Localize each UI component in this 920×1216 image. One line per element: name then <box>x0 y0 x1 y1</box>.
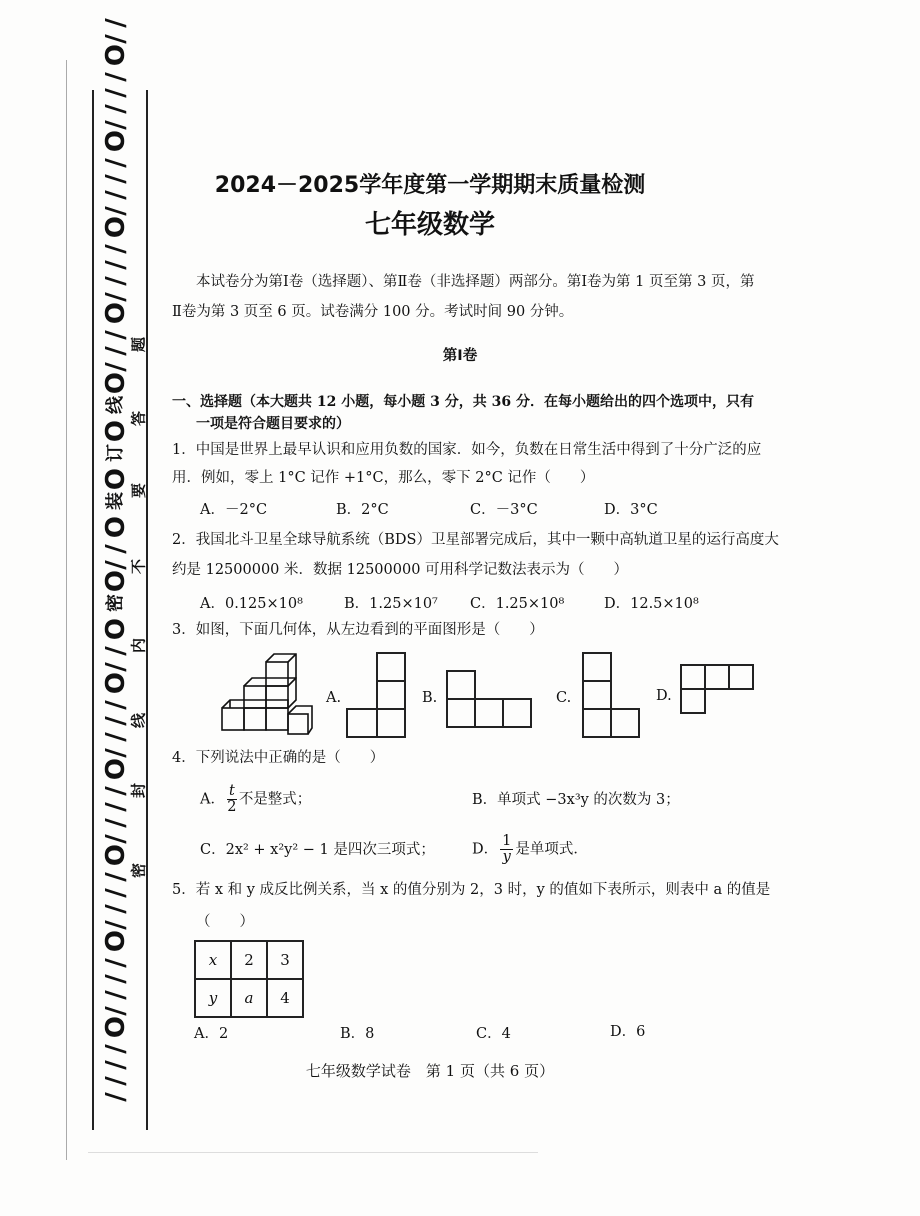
binding-slash: / <box>101 206 131 216</box>
binding-slash: / <box>101 18 131 28</box>
side-word: 线 <box>129 713 148 729</box>
binding-slash: / <box>101 244 131 254</box>
side-word: 题 <box>129 337 148 353</box>
side-word: 答 <box>129 411 148 427</box>
binding-mark: 订 <box>105 444 126 462</box>
q1-option-b: B．2°C <box>336 502 389 518</box>
table-cell: 4 <box>267 979 303 1017</box>
q2-option-c: C．1.25×10⁸ <box>470 596 565 612</box>
binding-slash: / <box>101 662 131 672</box>
binding-hole: O <box>101 843 131 867</box>
table-row <box>195 941 303 979</box>
table-cell: 3 <box>267 941 303 979</box>
q2-option-b: B．1.25×10⁷ <box>344 596 438 612</box>
binding-slash: / <box>101 330 131 340</box>
exam-subtitle: 七年级数学 <box>364 210 495 240</box>
binding-slash: / <box>101 748 131 758</box>
q5-table <box>194 940 304 1018</box>
binding-slash: / <box>101 260 131 270</box>
q2-option-a: A．0.125×10⁸ <box>200 596 303 612</box>
binding-hole: O <box>101 301 131 325</box>
q2-option-d: D．12.5×10⁸ <box>604 596 699 612</box>
q1-line-1: 1．中国是世界上最早认识和应用负数的国家．如今，负数在日常生活中得到了十分广泛的应 <box>172 442 762 458</box>
section1-line-2: 一项是符合题目要求的） <box>196 416 350 432</box>
binding-slash: / <box>101 700 131 710</box>
binding-line-right <box>146 90 148 1130</box>
binding-slash: / <box>101 958 131 968</box>
binding-slash: / <box>101 174 131 184</box>
binding-slash: / <box>101 346 131 356</box>
cube-solid-figure <box>212 648 312 740</box>
binding-hole: O <box>101 515 131 539</box>
q3-label-d: D. <box>656 688 672 704</box>
binding-hole: O <box>101 1015 131 1039</box>
binding-slash: / <box>101 732 131 742</box>
q4-option-c: C．2x² + x²y² − 1 是四次三项式； <box>200 842 435 858</box>
q4-option-a-label: A． <box>200 791 225 808</box>
binding-slash: / <box>101 716 131 726</box>
binding-slash: / <box>101 72 131 82</box>
binding-slash: / <box>101 818 131 828</box>
binding-slash: / <box>101 904 131 914</box>
intro-line-1: 本试卷分为第Ⅰ卷（选择题）、第Ⅱ卷（非选择题）两部分。第Ⅰ卷为第 1 页至第 3 页，第 <box>196 274 755 290</box>
exam-title: 2024－2025学年度第一学期期末质量检测 <box>214 173 646 198</box>
side-word: 密 <box>129 863 148 879</box>
side-word: 内 <box>129 638 148 654</box>
binding-line-left <box>92 90 94 1130</box>
binding-slash: / <box>101 872 131 882</box>
binding-slash: / <box>101 88 131 98</box>
binding-hole: O <box>101 569 131 593</box>
q1-option-c: C．－3°C <box>470 502 538 518</box>
side-word: 不 <box>129 559 148 575</box>
binding-slash: / <box>101 920 131 930</box>
binding-slash: / <box>101 974 131 984</box>
binding-slash: / <box>101 802 131 812</box>
table-row <box>195 979 303 1017</box>
q4-option-d-text: 是单项式． <box>515 841 588 858</box>
binding-slash: / <box>101 34 131 44</box>
binding-seal-mark: 密 <box>105 594 126 612</box>
binding-slash: / <box>101 646 131 656</box>
q4-option-a <box>200 784 311 815</box>
binding-slash: / <box>101 1060 131 1070</box>
binding-slash: / <box>101 560 131 570</box>
table-cell: y <box>195 979 231 1017</box>
binding-slash: / <box>101 1044 131 1054</box>
binding-slash: / <box>101 834 131 844</box>
q5-option-b: B．8 <box>340 1026 375 1042</box>
binding-hole: O <box>101 43 131 67</box>
q1-option-a: A．－2°C <box>200 502 268 518</box>
binding-slash: / <box>101 276 131 286</box>
side-word: 要 <box>129 483 148 499</box>
binding-strip <box>96 18 136 1130</box>
binding-slash: / <box>101 1076 131 1086</box>
binding-hole: O <box>101 419 131 443</box>
q2-line-1: 2．我国北斗卫星全球导航系统（BDS）卫星部署完成后，其中一颗中高轨道卫星的运行高度大 <box>172 532 779 548</box>
q4-option-d <box>472 834 588 865</box>
q5-option-d: D．6 <box>610 1024 646 1040</box>
binding-slash: / <box>101 362 131 372</box>
table-cell: a <box>231 979 267 1017</box>
binding-slash: / <box>101 1092 131 1102</box>
binding-slash: / <box>101 1006 131 1016</box>
q3-line-1: 3．如图，下面几何体，从左边看到的平面图形是（ ） <box>172 622 544 638</box>
q4-option-a-text: 不是整式； <box>238 791 312 808</box>
binding-slash: / <box>101 292 131 302</box>
binding-hole: O <box>101 929 131 953</box>
q4-d-denominator: y <box>502 849 511 865</box>
binding-hole: O <box>101 617 131 641</box>
q5-line-2: （ ） <box>196 914 254 930</box>
side-word: 封 <box>129 783 148 799</box>
q4-option-b: B．单项式 −3x³y 的次数为 3； <box>472 792 680 808</box>
q1-option-d: D．3°C <box>604 502 658 518</box>
q1-line-2: 用．例如，零上 1°C 记作 +1°C，那么，零下 2°C 记作（ ） <box>172 470 595 486</box>
table-cell: x <box>195 941 231 979</box>
binding-hole: O <box>101 129 131 153</box>
q5-line-1: 5．若 x 和 y 成反比例关系，当 x 的值分别为 2，3 时，y 的值如下表所示，则表中 a 的值是 <box>172 882 771 898</box>
q2-line-2: 约是 12500000 米．数据 12500000 可用科学记数法表示为（ ） <box>172 562 629 578</box>
q3-label-a: A. <box>326 690 342 706</box>
binding-hole: O <box>101 671 131 695</box>
binding-mark: 线 <box>105 396 126 414</box>
table-cell: 2 <box>231 941 267 979</box>
binding-hole: O <box>101 757 131 781</box>
q4-option-d-fraction <box>500 834 513 865</box>
binding-slash: / <box>101 990 131 1000</box>
section1-line-1: 一、选择题（本大题共 12 小题，每小题 3 分，共 36 分．在每小题给出的四个选项中，只有 <box>172 394 754 410</box>
q4-option-a-fraction <box>227 784 237 815</box>
binding-hole: O <box>101 467 131 491</box>
q5-option-c: C．4 <box>476 1026 511 1042</box>
page-footer: 七年级数学试卷 第 1 页（共 6 页） <box>305 1062 555 1080</box>
binding-hole: O <box>101 215 131 239</box>
q3-label-c: C. <box>556 690 572 706</box>
part-title: 第Ⅰ卷 <box>442 348 478 364</box>
bottom-rule <box>88 1152 538 1153</box>
q5-option-a: A．2 <box>194 1026 229 1042</box>
binding-slash: / <box>101 544 131 554</box>
binding-slash: / <box>101 104 131 114</box>
q4-line-1: 4．下列说法中正确的是（ ） <box>172 750 385 766</box>
binding-hole: O <box>101 371 131 395</box>
binding-slash: / <box>101 120 131 130</box>
binding-slash: / <box>101 158 131 168</box>
binding-slash: / <box>101 786 131 796</box>
binding-slash: / <box>101 888 131 898</box>
q4-a-numerator: t <box>228 783 235 799</box>
q4-option-d-label: D． <box>472 841 499 858</box>
q4-d-numerator: 1 <box>502 833 512 849</box>
intro-line-2: Ⅱ卷为第 3 页至 6 页。试卷满分 100 分。考试时间 90 分钟。 <box>172 304 574 320</box>
q4-a-denominator: 2 <box>227 799 237 815</box>
binding-slash: / <box>101 190 131 200</box>
q3-label-b: B. <box>422 690 438 706</box>
binding-mark: 装 <box>105 492 126 510</box>
